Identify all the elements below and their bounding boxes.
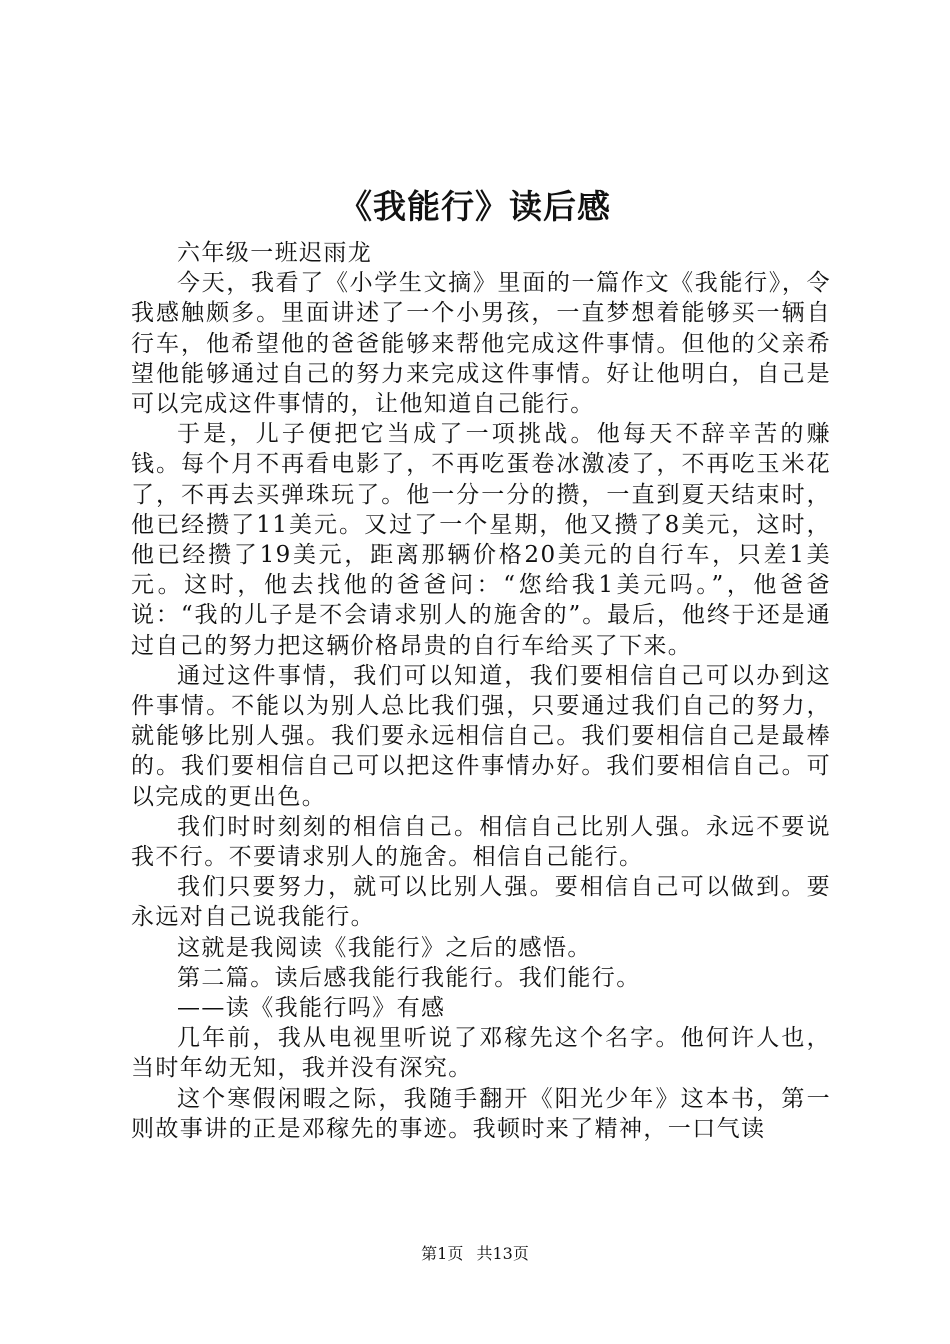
document-title: 《我能行》读后感	[339, 187, 611, 226]
section-heading: 第二篇。读后感我能行我能行。我们能行。	[177, 964, 641, 991]
page-total: 共13页	[476, 1244, 529, 1263]
page-footer	[0, 1242, 950, 1266]
body-paragraph: 几年前，我从电视里听说了邓稼先这个名字。他何许人也，当时年幼无知，我并没有深究。	[131, 1025, 831, 1082]
body-paragraph: 我们时时刻刻的相信自己。相信自己比别人强。永远不要说我不行。不要请求别人的施舍。相信自己能行。	[131, 813, 831, 871]
author-line: 六年级一班迟雨龙	[177, 240, 373, 266]
body-paragraph: 我们只要努力，就可以比别人强。要相信自己可以做到。要永远对自己说我能行。	[131, 874, 831, 931]
document-body	[131, 238, 831, 1144]
section-subtitle: ——读《我能行吗》有感	[177, 995, 446, 1022]
body-paragraph: 今天，我看了《小学生文摘》里面的一篇作文《我能行》，令我感触颇多。里面讲述了一个小男孩，一直梦想着能够买一辆自行车，他希望他的爸爸能够来帮他完成这件事情。但他的父亲希望他能够通过自己的努力来完成这件事情。好让他明白，自己是可以完成这件事情的，让他知道自己能行。	[131, 270, 831, 418]
body-paragraph: 这个寒假闲暇之际，我随手翻开《阳光少年》这本书，第一则故事讲的正是邓稼先的事迹。我顿时来了精神，一口气读	[131, 1085, 831, 1142]
body-paragraph: 这就是我阅读《我能行》之后的感悟。	[177, 934, 592, 961]
body-paragraph: 于是，儿子便把它当成了一项挑战。他每天不辞辛苦的赚钱。每个月不再看电影了，不再吃蛋卷冰激凌了，不再吃玉米花了，不再去买弹珠玩了。他一分一分的攒，一直到夏天结束时，他已经攒了11美元。又过了一个星期，他又攒了8美元，这时，他已经攒了19美元，距离那辆价格20美元的自行车，只差1美元。这时，他去找他的爸爸问：“您给我1美元吗。”，他爸爸说：“我的儿子是不会请求别人的施舍的”。最后，他终于还是通过自己的努力把这辆价格昂贵的自行车给买了下来。	[131, 421, 831, 659]
page-number: 第1页	[421, 1244, 464, 1263]
body-paragraph: 通过这件事情，我们可以知道，我们要相信自己可以办到这件事情。不能以为别人总比我们强，只要通过我们自己的努力，就能够比别人强。我们要永远相信自己。我们要相信自己是最棒的。我们要相信自己可以把这件事情办好。我们要相信自己。可以完成的更出色。	[131, 662, 831, 810]
